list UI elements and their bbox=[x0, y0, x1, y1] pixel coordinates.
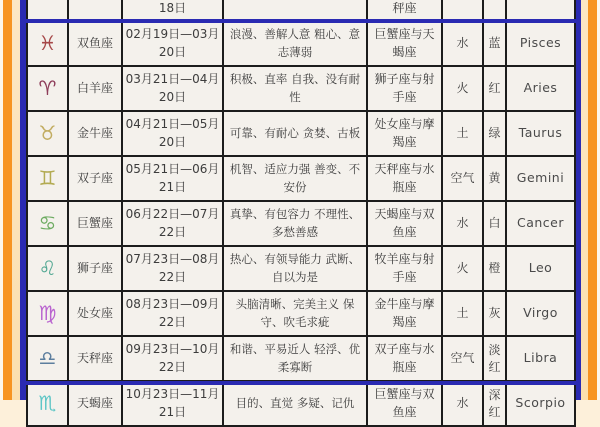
date-range: 18日 bbox=[122, 0, 223, 21]
date-range: 03月21日—04月20日 bbox=[122, 66, 223, 111]
date-range: 09月23日—10月22日 bbox=[122, 336, 223, 381]
traits: 浪漫、善解人意 粗心、意志薄弱 bbox=[223, 21, 367, 66]
element bbox=[442, 0, 483, 21]
zodiac-name-cn: 金牛座 bbox=[68, 111, 122, 156]
element: 空气 bbox=[442, 156, 483, 201]
zodiac-name-cn: 天蝎座 bbox=[68, 381, 122, 426]
compatible-signs: 双子座与水瓶座 bbox=[367, 336, 442, 381]
lucky-color: 黄 bbox=[483, 156, 506, 201]
zodiac-name-en: Cancer bbox=[506, 201, 575, 246]
zodiac-name-cn: 双鱼座 bbox=[68, 21, 122, 66]
zodiac-name-cn: 天秤座 bbox=[68, 336, 122, 381]
left-peach-strip bbox=[12, 0, 20, 400]
table-row-scorpio bbox=[27, 381, 575, 426]
traits: 积极、直率 自我、没有耐性 bbox=[223, 66, 367, 111]
compatible-signs: 处女座与摩羯座 bbox=[367, 111, 442, 156]
compatible-signs: 狮子座与射手座 bbox=[367, 66, 442, 111]
zodiac-name-en: Taurus bbox=[506, 111, 575, 156]
zodiac-name-cn: 处女座 bbox=[68, 291, 122, 336]
traits: 可靠、有耐心 贪婪、古板 bbox=[223, 111, 367, 156]
compatible-signs: 天秤座与水瓶座 bbox=[367, 156, 442, 201]
traits bbox=[223, 0, 367, 21]
lucky-color: 橙 bbox=[483, 246, 506, 291]
zodiac-table bbox=[26, 0, 576, 427]
element: 火 bbox=[442, 246, 483, 291]
date-range: 07月23日—08月22日 bbox=[122, 246, 223, 291]
table-row-aries bbox=[27, 66, 575, 111]
zodiac-symbol: ♋ bbox=[27, 201, 68, 246]
zodiac-name-en: Virgo bbox=[506, 291, 575, 336]
lucky-color: 灰 bbox=[483, 291, 506, 336]
zodiac-symbol: ♈ bbox=[27, 66, 68, 111]
table-row-cancer bbox=[27, 201, 575, 246]
compatible-signs: 巨蟹座与双鱼座 bbox=[367, 381, 442, 426]
lucky-color: 白 bbox=[483, 201, 506, 246]
element: 水 bbox=[442, 381, 483, 426]
zodiac-name-en: Aries bbox=[506, 66, 575, 111]
traits: 目的、直觉 多疑、记仇 bbox=[223, 381, 367, 426]
zodiac-symbol: ♍ bbox=[27, 291, 68, 336]
lucky-color: 红 bbox=[483, 66, 506, 111]
zodiac-symbol: ♓ bbox=[27, 21, 68, 66]
lucky-color: 淡红 bbox=[483, 336, 506, 381]
zodiac-symbol: ♉ bbox=[27, 111, 68, 156]
table-row-virgo bbox=[27, 291, 575, 336]
zodiac-name-en: Libra bbox=[506, 336, 575, 381]
zodiac-name-en: Scorpio bbox=[506, 381, 575, 426]
compatible-signs: 巨蟹座与天蝎座 bbox=[367, 21, 442, 66]
lucky-color: 蓝 bbox=[483, 21, 506, 66]
compatible-signs: 牧羊座与射手座 bbox=[367, 246, 442, 291]
zodiac-symbol: ♏ bbox=[27, 381, 68, 426]
zodiac-name-en: Gemini bbox=[506, 156, 575, 201]
compatible-signs: 秤座 bbox=[367, 0, 442, 21]
zodiac-name-cn: 巨蟹座 bbox=[68, 201, 122, 246]
traits: 头脑清晰、完美主义 保守、吹毛求疵 bbox=[223, 291, 367, 336]
zodiac-symbol: ♎ bbox=[27, 336, 68, 381]
zodiac-name-cn: 狮子座 bbox=[68, 246, 122, 291]
traits: 和谐、平易近人 轻浮、优柔寡断 bbox=[223, 336, 367, 381]
date-range: 06月22日—07月22日 bbox=[122, 201, 223, 246]
element: 水 bbox=[442, 201, 483, 246]
element: 水 bbox=[442, 21, 483, 66]
traits: 热心、有领导能力 武断、自以为是 bbox=[223, 246, 367, 291]
zodiac-name-cn: 双子座 bbox=[68, 156, 122, 201]
date-range: 10月23日—11月21日 bbox=[122, 381, 223, 426]
traits: 机智、适应力强 善变、不安份 bbox=[223, 156, 367, 201]
table-row-leo bbox=[27, 246, 575, 291]
element: 土 bbox=[442, 291, 483, 336]
zodiac-name-en bbox=[506, 0, 575, 21]
table-row-libra bbox=[27, 336, 575, 381]
traits: 真挚、有包容力 不理性、多愁善感 bbox=[223, 201, 367, 246]
bottom-blue-rule bbox=[20, 381, 581, 385]
zodiac-symbol bbox=[27, 0, 68, 21]
table-row-gemini bbox=[27, 156, 575, 201]
compatible-signs: 天蝎座与双鱼座 bbox=[367, 201, 442, 246]
lucky-color: 绿 bbox=[483, 111, 506, 156]
left-orange-bar bbox=[3, 0, 12, 400]
lucky-color: 深红 bbox=[483, 381, 506, 426]
table-row-partial-aquarius bbox=[27, 0, 575, 21]
date-range: 08月23日—09月22日 bbox=[122, 291, 223, 336]
table-row-pisces bbox=[27, 21, 575, 66]
right-orange-bar bbox=[588, 0, 597, 400]
element: 空气 bbox=[442, 336, 483, 381]
element: 土 bbox=[442, 111, 483, 156]
zodiac-symbol: ♌ bbox=[27, 246, 68, 291]
date-range: 05月21日—06月21日 bbox=[122, 156, 223, 201]
zodiac-name-en: Pisces bbox=[506, 21, 575, 66]
zodiac-name-cn: 白羊座 bbox=[68, 66, 122, 111]
date-range: 02月19日—03月20日 bbox=[122, 21, 223, 66]
zodiac-symbol: ♊ bbox=[27, 156, 68, 201]
date-range: 04月21日—05月20日 bbox=[122, 111, 223, 156]
compatible-signs: 金牛座与摩羯座 bbox=[367, 291, 442, 336]
zodiac-name-en: Leo bbox=[506, 246, 575, 291]
zodiac-table-body bbox=[27, 0, 575, 426]
lucky-color bbox=[483, 0, 506, 21]
table-row-taurus bbox=[27, 111, 575, 156]
right-peach-strip bbox=[581, 0, 588, 400]
zodiac-name-cn bbox=[68, 0, 122, 21]
top-blue-rule bbox=[20, 19, 581, 23]
element: 火 bbox=[442, 66, 483, 111]
